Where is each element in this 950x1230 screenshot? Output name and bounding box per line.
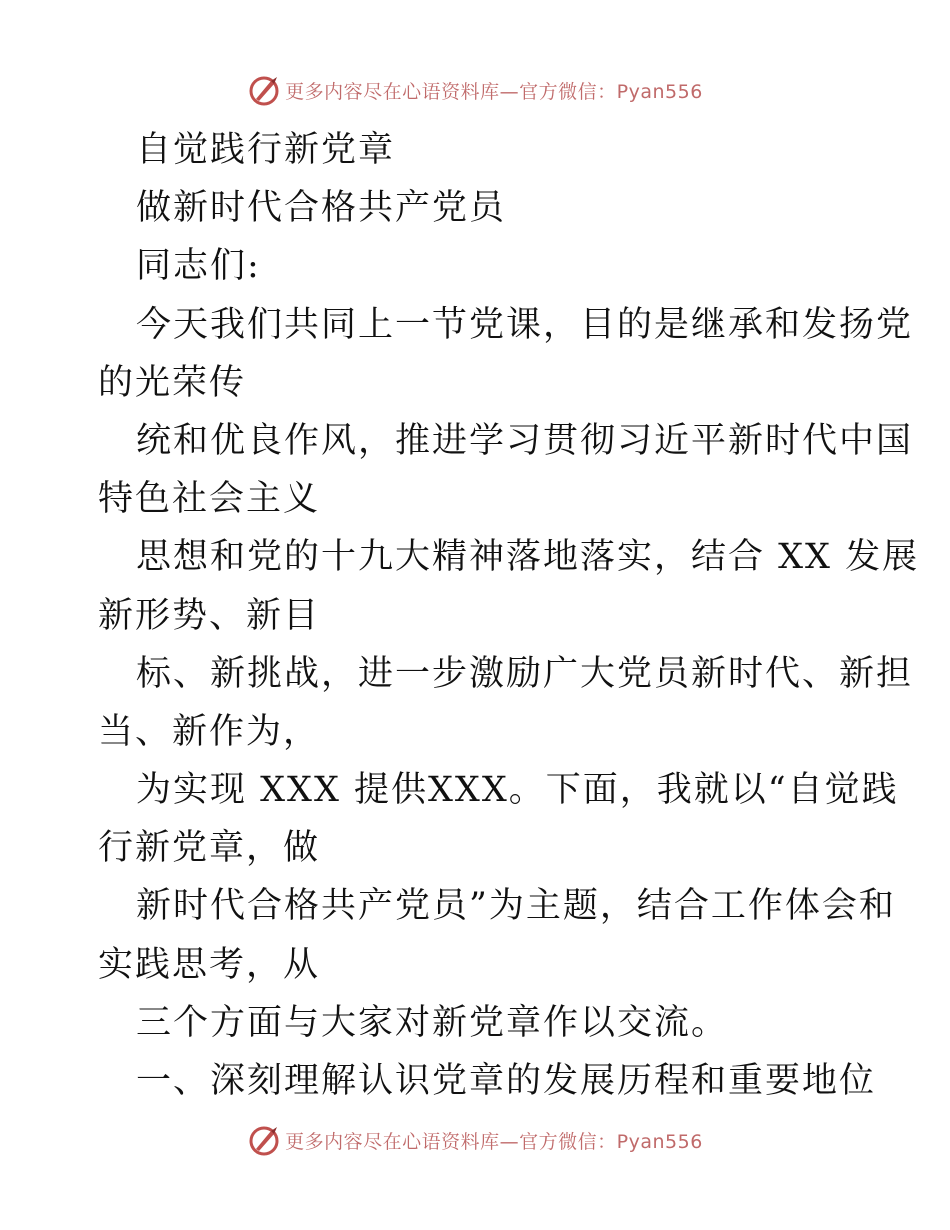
watermark-text: 更多内容尽在心语资料库—官方微信：Pyan556 — [285, 80, 703, 103]
text-line: 思想和党的十九大精神落地落实，结合 XX 发展 — [136, 537, 920, 578]
document-body — [98, 121, 920, 1110]
text-line: 特色社会主义 — [98, 479, 321, 520]
text-line: 当、新作为， — [98, 711, 321, 752]
text-line: 自觉践行新党章 — [136, 130, 396, 170]
footer-watermark — [0, 1120, 950, 1160]
text-line: 一、深刻理解认识党章的发展历程和重要地位 — [136, 1061, 877, 1101]
header-watermark — [0, 70, 950, 110]
text-line: 标、新挑战，进一步激励广大党员新时代、新担 — [136, 653, 914, 694]
text-line: 三个方面与大家对新党章作以交流。 — [136, 1002, 729, 1043]
text-line: 为实现 XXX 提供XXX。下面，我就以“自觉践 — [136, 770, 899, 811]
text-line: 实践思考，从 — [98, 944, 321, 985]
text-line: 统和优良作风，推进学习贯彻习近平新时代中国 — [136, 420, 914, 461]
text-line: 做新时代合格共产党员 — [136, 188, 507, 229]
watermark-text: 更多内容尽在心语资料库—官方微信：Pyan556 — [285, 1130, 703, 1153]
text-line: 新时代合格共产党员”为主题，结合工作体会和 — [136, 886, 896, 927]
quill-logo-icon — [247, 73, 281, 107]
text-line: 新形势、新目 — [98, 595, 321, 636]
text-line: 同志们: — [136, 246, 261, 287]
text-line: 行新党章，做 — [98, 828, 321, 869]
text-line: 今天我们共同上一节党课，目的是继承和发扬党 — [136, 304, 914, 345]
text-line: 的光荣传 — [98, 362, 247, 403]
quill-logo-icon — [247, 1123, 281, 1157]
